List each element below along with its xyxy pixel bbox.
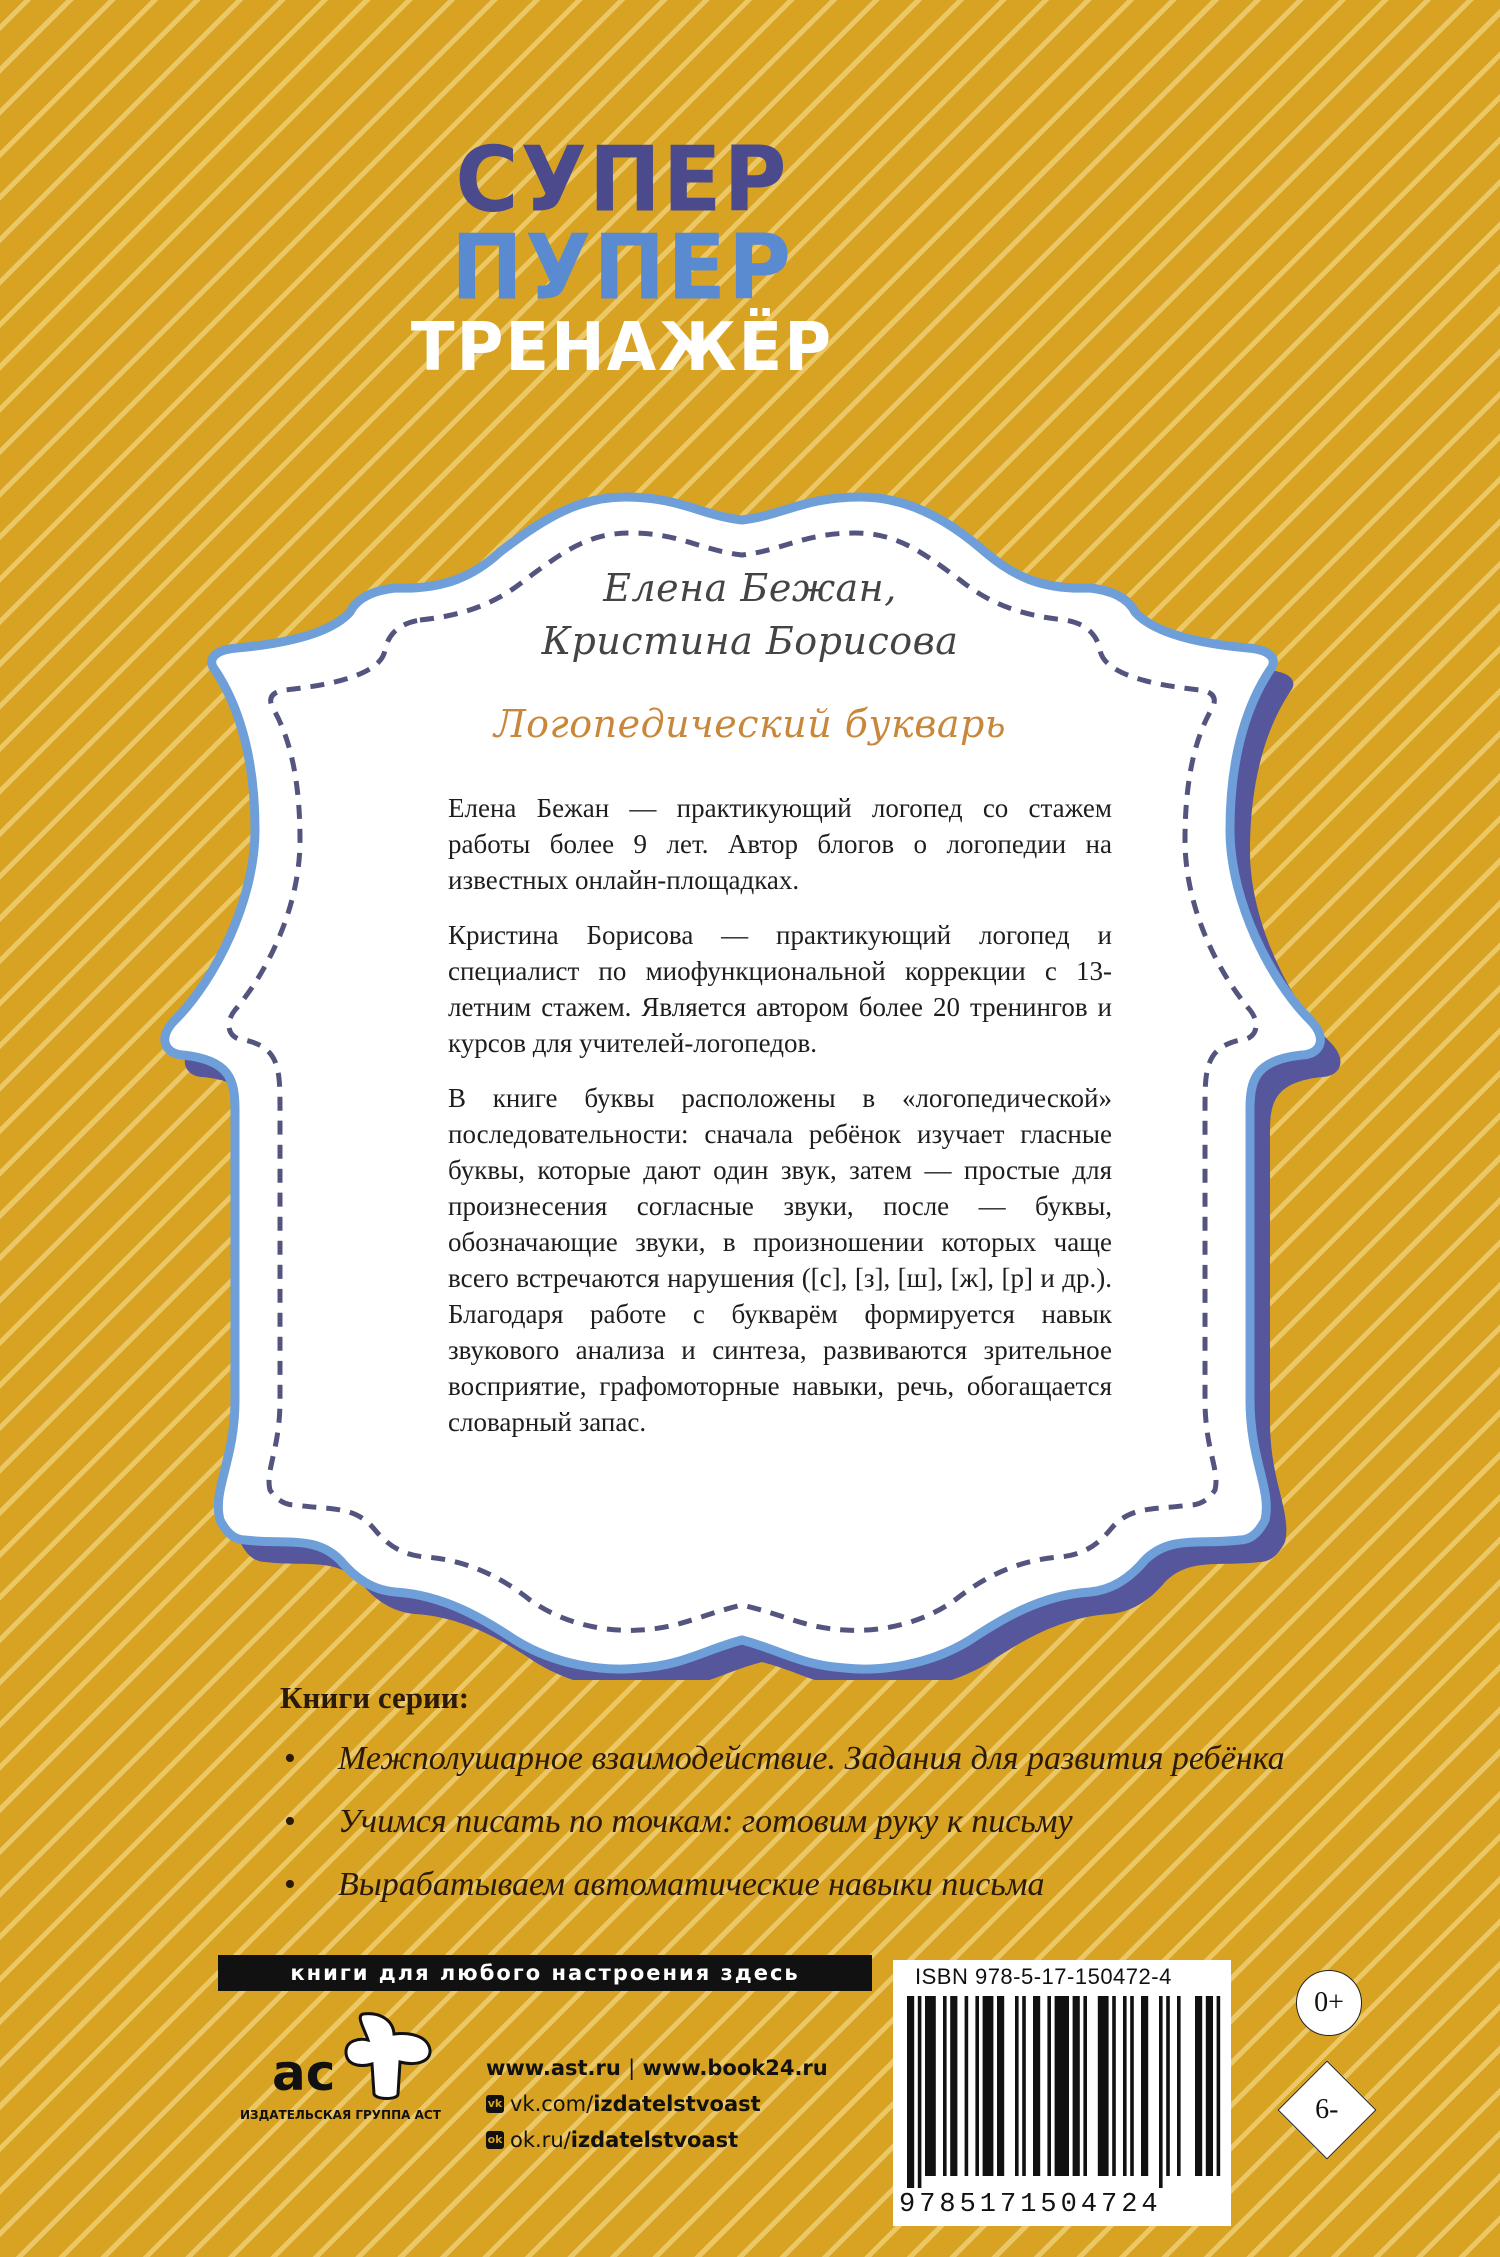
about-book: В книге буквы расположены в «логопедической» последовательности: сначала ребёнок изучает гласные буквы, которые дают один звук, затем — простые для произнесения согласные звуки, после — буквы, обозначающие звуки, в произношении которых чаще всего встречаются нарушения ([с], [з], [ш], [ж], [р] и др.). Благодаря работе с букварём формируется навык звукового анализа и синтеза, развиваются зрительное восприятие, графомоторные навыки, речь, обогащается словарный запас. — [448, 1083, 1112, 1437]
bullet: • — [284, 1803, 296, 1840]
vk-link[interactable]: izdatelstvoast — [593, 2092, 761, 2116]
barcode-bar — [1098, 1996, 1109, 2176]
barcode-bar — [907, 1996, 914, 2188]
book-description — [448, 790, 1112, 1459]
barcode-bars — [901, 1996, 1223, 2188]
barcode-bar — [950, 1996, 957, 2176]
site-link-book24[interactable]: www.book24.ru — [642, 2056, 828, 2080]
age-range-badge — [1278, 2061, 1377, 2160]
series-book-title: Вырабатываем автоматические навыки письма — [338, 1866, 1045, 1903]
author-2: Кристина Борисова — [541, 619, 959, 664]
series-books-list — [262, 1740, 1462, 1929]
ast-logo-icon — [268, 2010, 438, 2102]
age-rating-badge: 0+ — [1296, 1970, 1362, 2036]
barcode-bar — [1130, 1996, 1134, 2176]
barcode-bar — [1195, 1996, 1202, 2176]
barcode-bar — [1047, 1996, 1051, 2176]
separator: | — [628, 2056, 636, 2080]
barcode-bar — [1055, 1996, 1069, 2176]
authors — [450, 562, 1050, 668]
barcode-bar — [1033, 1996, 1040, 2176]
barcode-bar — [983, 1996, 994, 2176]
about-author-1: Елена Бежан — практикующий логопед со стажем работы более 9 лет. Автор блогов о логопедии на известных онлайн-площадках. — [448, 793, 1112, 895]
barcode-bar — [943, 1996, 947, 2176]
author-1: Елена Бежан, — [603, 566, 897, 610]
series-book-title: Межполушарное взаимодействие. Задания для развития ребёнка — [338, 1740, 1285, 1777]
series-books — [262, 1680, 1462, 1929]
series-title-line-2: ПУПЕР — [450, 215, 794, 321]
barcode-bar — [1083, 1996, 1087, 2176]
series-title-line-3: ТРЕНАЖЁР — [410, 309, 834, 387]
ok-prefix: ok.ru/ — [510, 2128, 571, 2152]
ok-icon: ok — [486, 2131, 504, 2149]
barcode-bar — [1073, 1996, 1080, 2176]
barcode-bar — [1217, 1996, 1221, 2176]
barcode-digits: 9785171504724 — [899, 2190, 1162, 2220]
series-books-heading: Книги серии: — [280, 1680, 470, 1715]
barcode-bar — [1206, 1996, 1213, 2176]
barcode-bar — [1159, 1996, 1163, 2188]
vk-row — [486, 2086, 828, 2122]
ok-row — [486, 2122, 828, 2158]
barcode-bar — [1177, 1996, 1181, 2176]
barcode-bar — [965, 1996, 969, 2176]
about-author-2: Кристина Борисова — практикующий логопед и специалист по миофункциональной коррекции с 13-летним стажем. Является автором более 20 тренингов и курсов для учителей-логопедов. — [448, 920, 1112, 1058]
publisher-caption: ИЗДАТЕЛЬСКАЯ ГРУППА АСТ — [240, 2108, 441, 2122]
barcode-bar — [975, 1996, 979, 2176]
svg-text:ac: ac — [272, 2044, 336, 2102]
slogan-banner: книги для любого настроения здесь — [218, 1955, 872, 1991]
barcode-bar — [1166, 1996, 1170, 2176]
barcode-bar — [1015, 1996, 1019, 2176]
book-title: Логопедический букварь — [493, 702, 1007, 746]
series-title-line-1: СУПЕР — [455, 127, 789, 233]
site-link-ast[interactable]: www.ast.ru — [486, 2056, 621, 2080]
age-range-label: 6- — [1315, 2093, 1339, 2125]
publisher-links — [486, 2050, 828, 2158]
barcode-bar — [1022, 1996, 1026, 2176]
series-book-title: Учимся писать по точкам: готовим руку к письму — [338, 1803, 1073, 1840]
publisher-logo — [240, 2010, 450, 2122]
barcode-bar — [1112, 1996, 1116, 2176]
isbn-number: ISBN 978-5-17-150472-4 — [915, 1964, 1172, 1989]
barcode-bar — [1141, 1996, 1148, 2176]
vk-icon: vk — [486, 2095, 504, 2113]
barcode-bar — [997, 1996, 1004, 2176]
vk-prefix: vk.com/ — [510, 2092, 594, 2116]
list-item — [262, 1740, 1462, 1803]
barcode-bar — [925, 1996, 936, 2176]
barcode — [893, 1960, 1231, 2226]
bullet: • — [284, 1740, 296, 1777]
list-item — [262, 1803, 1462, 1866]
website-row — [486, 2050, 828, 2086]
barcode-bar — [918, 1996, 922, 2188]
ok-link[interactable]: izdatelstvoast — [570, 2128, 739, 2152]
list-item — [262, 1866, 1462, 1929]
bullet: • — [284, 1866, 296, 1903]
barcode-bar — [1123, 1996, 1127, 2176]
